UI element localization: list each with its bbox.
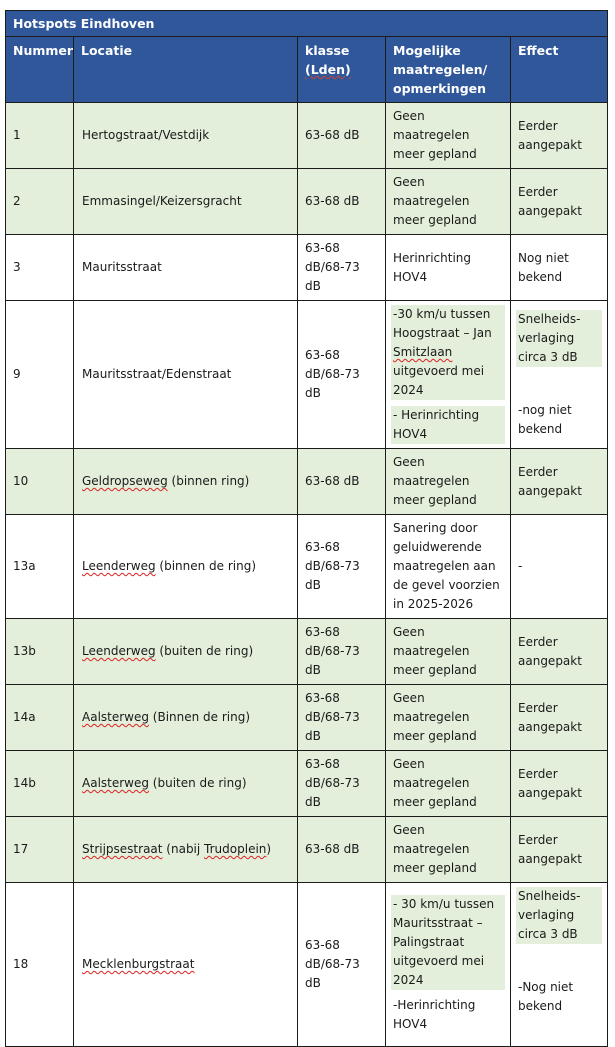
cell-klasse: 63-68 dB bbox=[298, 103, 386, 169]
cell-klasse: 63-68 dB/68-73 dB bbox=[298, 619, 386, 685]
header-klasse-line2: (Lden) bbox=[305, 62, 351, 77]
cell-locatie bbox=[74, 685, 298, 751]
table-row bbox=[6, 235, 608, 301]
cell-nummer: 13a bbox=[6, 515, 74, 619]
cell-effect: Nog niet bekend bbox=[511, 235, 608, 301]
spellcheck-word: Smitzlaan bbox=[393, 345, 453, 359]
cell-nummer: 10 bbox=[6, 449, 74, 515]
effect-part-b: -Nog niet bekend bbox=[518, 980, 574, 1013]
table-row bbox=[6, 103, 608, 169]
effect-part-a: Snelheids-verlaging circa 3 dB bbox=[516, 310, 602, 367]
cell-effect: Eerder aangepakt bbox=[511, 449, 608, 515]
header-nummer: Nummer bbox=[6, 37, 74, 103]
cell-locatie: Mauritsstraat bbox=[74, 235, 298, 301]
cell-nummer: 3 bbox=[6, 235, 74, 301]
cell-nummer: 9 bbox=[6, 301, 74, 449]
cell-maatregelen: Geen maatregelen meer gepland bbox=[386, 619, 511, 685]
header-locatie: Locatie bbox=[74, 37, 298, 103]
locatie-text: (binnen ring) bbox=[167, 474, 250, 488]
spellcheck-word: Aalsterweg bbox=[82, 776, 149, 790]
cell-klasse: 63-68 dB/68-73 dB bbox=[298, 301, 386, 449]
cell-locatie bbox=[74, 515, 298, 619]
table-row bbox=[6, 169, 608, 235]
locatie-text: (buiten de ring) bbox=[155, 644, 254, 658]
cell-locatie: Mauritsstraat/Edenstraat bbox=[74, 301, 298, 449]
cell-nummer: 14a bbox=[6, 685, 74, 751]
header-effect: Effect bbox=[511, 37, 608, 103]
spellcheck-word: Geldropseweg bbox=[82, 474, 168, 488]
table-row bbox=[6, 301, 608, 449]
cell-maatregelen: Geen maatregelen meer gepland bbox=[386, 685, 511, 751]
maatregelen-text: -30 km/u tussen Hoogstraat – Jan bbox=[393, 307, 492, 340]
cell-klasse: 63-68 dB/68-73 dB bbox=[298, 515, 386, 619]
cell-effect bbox=[511, 883, 608, 1047]
table-header-row bbox=[6, 37, 608, 103]
header-klasse-line1: klasse bbox=[305, 43, 350, 58]
cell-maatregelen bbox=[386, 301, 511, 449]
cell-effect: Eerder aangepakt bbox=[511, 751, 608, 817]
cell-klasse: 63-68 dB/68-73 dB bbox=[298, 685, 386, 751]
table-title: Hotspots Eindhoven bbox=[6, 11, 608, 37]
cell-maatregelen: Geen maatregelen meer gepland bbox=[386, 751, 511, 817]
cell-klasse: 63-68 dB/68-73 dB bbox=[298, 235, 386, 301]
spellcheck-word: Aalsterweg bbox=[82, 710, 149, 724]
spellcheck-word: Leenderweg bbox=[82, 559, 156, 573]
locatie-text: ) bbox=[266, 842, 272, 856]
cell-effect bbox=[511, 301, 608, 449]
table-row bbox=[6, 449, 608, 515]
cell-maatregelen: Geen maatregelen meer gepland bbox=[386, 817, 511, 883]
cell-locatie: Emmasingel/Keizersgracht bbox=[74, 169, 298, 235]
table-row bbox=[6, 883, 608, 1047]
cell-nummer: 18 bbox=[6, 883, 74, 1047]
maatregelen-part-a bbox=[391, 305, 505, 400]
locatie-text: (buiten de ring) bbox=[148, 776, 247, 790]
cell-locatie bbox=[74, 619, 298, 685]
cell-maatregelen: Geen maatregelen meer gepland bbox=[386, 449, 511, 515]
table-row bbox=[6, 751, 608, 817]
locatie-text: (nabij bbox=[162, 842, 205, 856]
locatie-text: (Binnen de ring) bbox=[148, 710, 251, 724]
cell-klasse: 63-68 dB/68-73 dB bbox=[298, 883, 386, 1047]
cell-effect: Eerder aangepakt bbox=[511, 619, 608, 685]
cell-effect: Eerder aangepakt bbox=[511, 685, 608, 751]
cell-nummer: 14b bbox=[6, 751, 74, 817]
maatregelen-part-b: - Herinrichting HOV4 bbox=[391, 406, 505, 444]
cell-maatregelen: Sanering door geluidwerende maatregelen aan de gevel voorzien in 2025-2026 bbox=[386, 515, 511, 619]
cell-klasse: 63-68 dB bbox=[298, 817, 386, 883]
hotspots-table bbox=[5, 10, 608, 1047]
cell-locatie bbox=[74, 751, 298, 817]
cell-klasse: 63-68 dB bbox=[298, 449, 386, 515]
spellcheck-word: Trudoplein bbox=[204, 842, 267, 856]
header-maatregelen: Mogelijke maatregelen/ opmerkingen bbox=[386, 37, 511, 103]
cell-effect: Eerder aangepakt bbox=[511, 169, 608, 235]
maatregelen-part-a: - 30 km/u tussen Mauritsstraat – Palingstraat uitgevoerd mei 2024 bbox=[391, 895, 505, 990]
table-title-row bbox=[6, 11, 608, 37]
maatregelen-text: uitgevoerd mei 2024 bbox=[393, 364, 485, 397]
cell-effect: Eerder aangepakt bbox=[511, 103, 608, 169]
cell-effect: Eerder aangepakt bbox=[511, 817, 608, 883]
cell-maatregelen: Herinrichting HOV4 bbox=[386, 235, 511, 301]
table-row bbox=[6, 619, 608, 685]
cell-maatregelen bbox=[386, 883, 511, 1047]
spellcheck-word: Mecklenburgstraat bbox=[82, 957, 195, 971]
maatregelen-part-b: -Herinrichting HOV4 bbox=[393, 998, 476, 1031]
table-row bbox=[6, 685, 608, 751]
cell-effect: - bbox=[511, 515, 608, 619]
spellcheck-word: Strijpsestraat bbox=[82, 842, 163, 856]
locatie-text: (binnen de ring) bbox=[155, 559, 257, 573]
cell-maatregelen: Geen maatregelen meer gepland bbox=[386, 169, 511, 235]
cell-nummer: 2 bbox=[6, 169, 74, 235]
cell-nummer: 17 bbox=[6, 817, 74, 883]
cell-nummer: 13b bbox=[6, 619, 74, 685]
spellcheck-word: Leenderweg bbox=[82, 644, 156, 658]
cell-locatie bbox=[74, 449, 298, 515]
effect-part-b: -nog niet bekend bbox=[518, 403, 572, 436]
header-klasse bbox=[298, 37, 386, 103]
cell-locatie bbox=[74, 817, 298, 883]
table-row bbox=[6, 515, 608, 619]
cell-maatregelen: Geen maatregelen meer gepland bbox=[386, 103, 511, 169]
cell-klasse: 63-68 dB bbox=[298, 169, 386, 235]
cell-locatie: Hertogstraat/Vestdijk bbox=[74, 103, 298, 169]
table-row bbox=[6, 817, 608, 883]
effect-part-a: Snelheids-verlaging circa 3 dB bbox=[516, 887, 602, 944]
cell-nummer: 1 bbox=[6, 103, 74, 169]
cell-locatie bbox=[74, 883, 298, 1047]
cell-klasse: 63-68 dB/68-73 dB bbox=[298, 751, 386, 817]
